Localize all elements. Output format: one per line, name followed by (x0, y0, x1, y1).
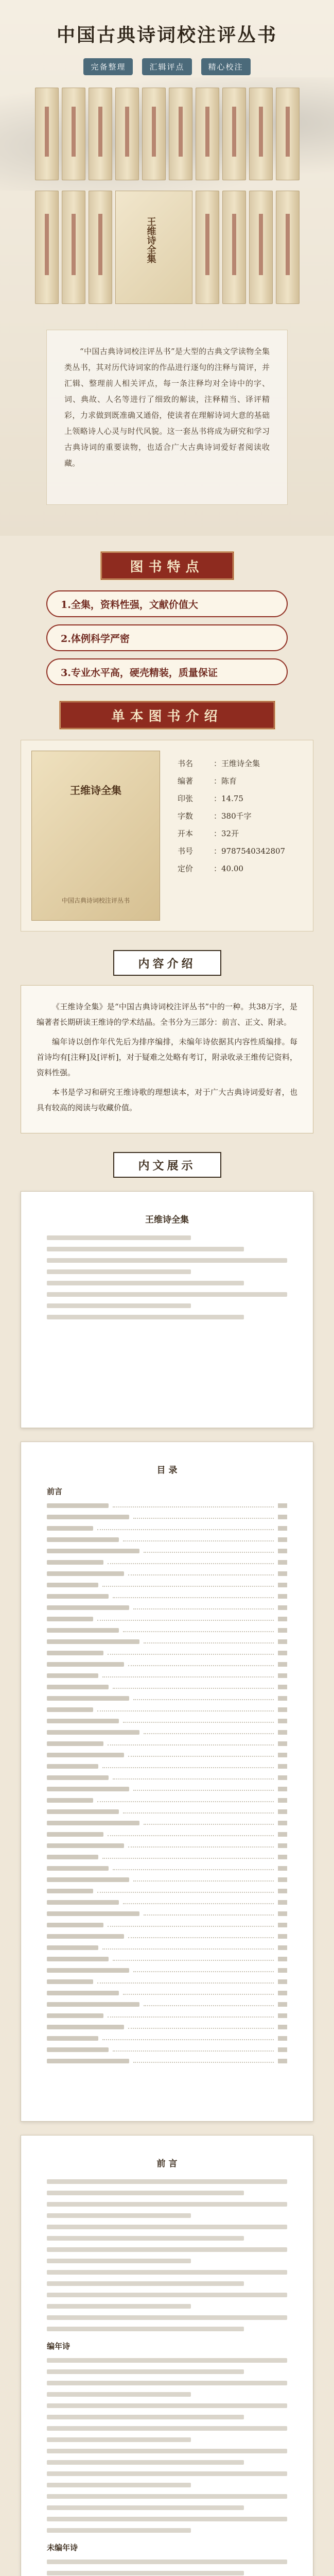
product-info (21, 740, 313, 931)
toc-row (47, 1662, 287, 1667)
body-lines (47, 2179, 287, 2331)
toc-row (47, 1503, 287, 1508)
book-spine (62, 191, 85, 304)
feature-item: 3.专业水平高，硬壳精装，质量保证 (46, 658, 288, 685)
book-spine (222, 191, 246, 304)
text-line (47, 2236, 244, 2241)
tag-annotation: 精心校注 (201, 58, 251, 75)
text-line (47, 2293, 287, 2297)
text-line (47, 1292, 287, 1297)
toc-row (47, 1730, 287, 1735)
toc-row (47, 1787, 287, 1791)
toc-row (47, 1707, 287, 1712)
text-line (47, 2381, 287, 2385)
toc-row (47, 1821, 287, 1825)
spec-row: 印张 ： 14.75 (178, 794, 243, 803)
book-spine (249, 191, 273, 304)
text-line (47, 2225, 287, 2229)
book-spine (89, 191, 112, 304)
toc-row (47, 1753, 287, 1757)
text-line (47, 2369, 244, 2374)
toc-row (47, 1673, 287, 1678)
toc-row (47, 1877, 287, 1882)
book-spine (276, 88, 300, 180)
toc-row (47, 1571, 287, 1576)
body-lines (47, 2358, 287, 2533)
inner-pages-title: 内文展示 (113, 1152, 221, 1178)
toc-row (47, 2013, 287, 2018)
tag-commentary: 汇辑评点 (142, 58, 191, 75)
toc-row (47, 2002, 287, 2007)
toc-row (47, 1809, 287, 1814)
featured-book-cover (115, 191, 192, 304)
text-line (47, 1303, 191, 1308)
toc-row (47, 1923, 287, 1927)
book-set-bottom-row (15, 191, 319, 304)
text-line (47, 2191, 244, 2195)
book-spine (35, 191, 59, 304)
description-paragraph: 《王维诗全集》是“中国古典诗词校注评丛书”中的一种。共38万字，是编著者长期研读王维诗的学术结晶。全书分为三部分：前言、正文、附录。 (37, 1002, 297, 1027)
text-line (47, 2270, 287, 2275)
toc-row (47, 1764, 287, 1769)
inner-page-title-page (21, 1191, 313, 1428)
toc-row (47, 1945, 287, 1950)
toc-row (47, 1526, 287, 1531)
text-line (47, 2483, 191, 2487)
toc-row (47, 1515, 287, 1519)
text-line (47, 2560, 287, 2564)
text-line (47, 2460, 244, 2465)
spec-row: 书名 ： 王维诗全集 (178, 759, 260, 768)
text-line (47, 2179, 287, 2184)
description-title: 内容介绍 (113, 950, 221, 976)
toc-row (47, 2047, 287, 2052)
product-cover-image (31, 751, 160, 921)
feature-item: 2.体例科学严密 (46, 624, 288, 651)
book-spine (115, 88, 139, 180)
text-line (47, 2437, 191, 2442)
feature-tags (0, 58, 334, 75)
feature-item: 1.全集，资料性强，文献价值大 (46, 590, 288, 617)
text-line (47, 1258, 287, 1263)
book-spine (89, 88, 112, 180)
book-spine (196, 191, 219, 304)
description-paragraph: 本书是学习和研究王维诗歌的理想读本，对于广大古典诗词爱好者，也具有较高的阅读与收藏价值。 (37, 1088, 297, 1112)
text-line (47, 2315, 287, 2320)
text-line (47, 2517, 287, 2521)
series-intro-card (46, 330, 288, 505)
text-line (47, 1315, 244, 1319)
text-line (47, 2528, 191, 2533)
text-line (47, 2571, 244, 2575)
toc-heading: 目 录 (156, 1465, 178, 1476)
book-spine (35, 88, 59, 180)
spec-row: 定价 ： 40.00 (178, 864, 243, 873)
text-line (47, 1247, 244, 1251)
toc-row (47, 1968, 287, 1973)
toc-row (47, 1537, 287, 1542)
series-title: 中国古典诗词校注评丛书 (56, 24, 277, 46)
description-box (21, 985, 313, 1133)
spec-row: 编著 ： 陈育 (178, 776, 237, 786)
text-line (47, 2247, 287, 2252)
inner-page-toc (21, 1442, 313, 2122)
text-line (47, 1281, 244, 1285)
book-spine (196, 88, 219, 180)
series-intro-text: “中国古典诗词校注评丛书”是大型的古典文学读物全集类丛书，其对历代诗词家的作品进行逐句的注释与简评，并汇辑、整理前人相关评点，每一条注释均对全诗中的字、词、典故、人名等进行了细致的解读，注释精当、译评精彩，力求做到既准确又通俗，使读者在理解诗词大意的基础上领略诗人心灵与时代风貌。这一套丛书将成为研究和学习古典诗词的重要读物，也适合广大古典诗词爱好者阅读收藏。 (64, 347, 270, 468)
toc-row (47, 1866, 287, 1871)
toc-row (47, 1594, 287, 1599)
product-banner: 单本图书介绍 (59, 701, 275, 730)
toc-row (47, 1855, 287, 1859)
toc-row (47, 1832, 287, 1837)
toc-rows (47, 1503, 287, 2063)
body-subhead: 编年诗 (47, 2342, 71, 2351)
toc-row (47, 1798, 287, 1803)
toc-row (47, 1843, 287, 1848)
book-spine (169, 88, 192, 180)
description-paragraph: 编年诗以创作年代先后为排序编排，未编年诗依据其内容性质编排。每首诗均有[注释]及[评析]，对于疑难之处略有考订，附录收录王维传记资料，资料性强。 (37, 1037, 297, 1077)
features-banner: 图书特点 (100, 551, 234, 580)
toc-row (47, 1628, 287, 1633)
cover-title: 王维诗全集 (70, 784, 121, 796)
spec-row: 书号 ： 9787540342807 (178, 846, 286, 856)
toc-row (47, 1651, 287, 1655)
text-line (47, 2449, 287, 2453)
spec-row: 开本 ： 32开 (178, 829, 239, 838)
text-line (47, 2281, 244, 2286)
spec-row: 字数 ： 380千字 (178, 811, 252, 821)
toc-row (47, 1957, 287, 1961)
text-line (47, 2426, 287, 2431)
book-spine (142, 88, 166, 180)
inner-page-body (21, 2135, 313, 2576)
text-line (47, 1269, 191, 1274)
toc-row (47, 1605, 287, 1610)
toc-row (47, 1934, 287, 1939)
body-lines (47, 2560, 287, 2576)
body-subhead: 未编年诗 (47, 2543, 78, 2552)
toc-row (47, 2025, 287, 2029)
toc-row (47, 2036, 287, 2041)
body-heading: 前 言 (156, 2159, 178, 2169)
cover-subtitle: 中国古典诗词校注评丛书 (61, 897, 130, 904)
toc-row (47, 1560, 287, 1565)
text-line (47, 2471, 287, 2476)
text-line (47, 2403, 287, 2408)
hero-section (0, 0, 334, 536)
toc-row (47, 1639, 287, 1644)
book-spine (276, 191, 300, 304)
toc-row (47, 1889, 287, 1893)
toc-row (47, 1583, 287, 1587)
toc-row (47, 1617, 287, 1621)
book-spine (62, 88, 85, 180)
toc-row (47, 1775, 287, 1780)
toc-row (47, 1991, 287, 1995)
text-line (47, 2505, 244, 2510)
toc-row (47, 1696, 287, 1701)
toc-row (47, 1719, 287, 1723)
tag-complete: 完备整理 (83, 58, 133, 75)
toc-row (47, 1911, 287, 1916)
toc-subhead: 前言 (47, 1487, 63, 1496)
book-set-top-row (15, 88, 319, 180)
text-line (47, 2213, 191, 2218)
text-line (47, 2259, 191, 2263)
toc-row (47, 1685, 287, 1689)
toc-row (47, 1549, 287, 1553)
toc-row (47, 1741, 287, 1746)
product-spec-list (178, 751, 285, 921)
inner-page-heading: 王维诗全集 (145, 1215, 189, 1225)
text-line (47, 2358, 287, 2363)
text-line (47, 2494, 287, 2499)
text-line (47, 2392, 191, 2397)
text-line (47, 2415, 244, 2419)
text-line (47, 2304, 191, 2309)
feature-list (0, 590, 334, 685)
toc-row (47, 1979, 287, 1984)
toc-row (47, 1900, 287, 1905)
book-spine (249, 88, 273, 180)
cover-label: 王维诗全集 (145, 217, 156, 263)
text-line (47, 2327, 244, 2331)
book-spine (222, 88, 246, 180)
text-line (47, 2202, 287, 2207)
toc-row (47, 2059, 287, 2063)
text-line (47, 1235, 191, 1240)
